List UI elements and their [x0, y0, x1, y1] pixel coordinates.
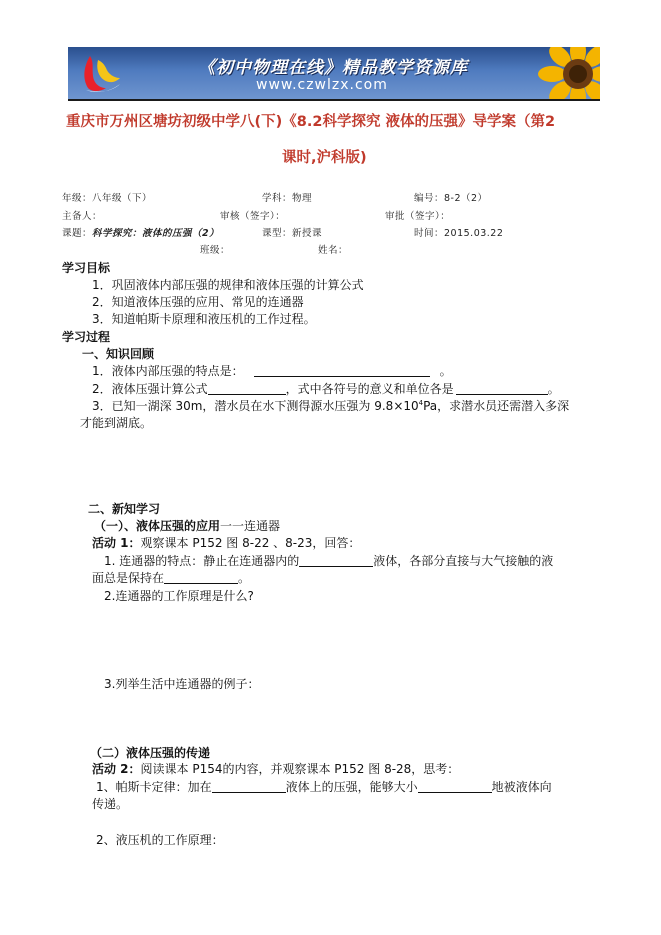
- info-name: 姓名：: [318, 245, 349, 256]
- pascal-q1-mid2: 地被液体向: [491, 780, 552, 794]
- review-q3-exp: 4: [418, 399, 424, 407]
- activity2-label: 活动 2：: [92, 762, 141, 776]
- connector-q1-text: 1. 连通器的特点：静止在连通器内的: [104, 554, 300, 568]
- info-grade: 年级：八年级（下）: [62, 193, 153, 204]
- sub1-heading-bold: （一）、液体压强的应用: [94, 519, 221, 533]
- banner-url[interactable]: www.czwlzx.com: [256, 77, 388, 93]
- pascal-q1-text: 1、帕斯卡定律：加在: [96, 780, 212, 794]
- info-topic: [62, 225, 219, 239]
- new-heading: 二、新知学习: [88, 502, 161, 516]
- info-lesson-type: 课型：新授课: [262, 228, 323, 239]
- info-topic-label: 课题：: [62, 228, 93, 239]
- sub2-heading: （二）液体压强的传递: [90, 746, 211, 760]
- pascal-q1-blank1[interactable]: [212, 780, 286, 793]
- info-approver: 审批（签字）：: [385, 211, 451, 222]
- review-q3: [92, 397, 569, 414]
- review-q1-blank[interactable]: [254, 364, 430, 377]
- header-banner: [68, 47, 600, 99]
- review-heading: 一、知识回顾: [82, 347, 155, 361]
- logo-icon: [76, 52, 124, 94]
- review-q1-text: 1．液体内部压强的特点是：: [92, 364, 244, 378]
- review-q1-end: 。: [439, 364, 452, 378]
- pascal-q1: [96, 778, 552, 795]
- goal-item-3: 3．知道帕斯卡原理和液压机的工作过程。: [92, 312, 316, 326]
- info-class: 班级：: [200, 245, 231, 256]
- review-q2: [92, 380, 560, 397]
- info-preparer: 主备人：: [62, 211, 103, 222]
- review-q3-text: 3．已知一湖深 30m，潜水员在水下测得源水压强为 9.8: [92, 399, 394, 413]
- sub1-heading: [94, 517, 280, 534]
- process-heading: 学习过程: [62, 330, 111, 344]
- connector-q1-cont: [92, 569, 250, 586]
- goals-heading: 学习目标: [62, 261, 111, 275]
- activity2: [92, 760, 459, 777]
- activity1-label: 活动 1：: [92, 536, 141, 550]
- banner-divider: [68, 99, 600, 101]
- page-title-line2: 课时,沪科版): [282, 150, 367, 166]
- goal-item-1: 1．巩固液体内部压强的规律和液体压强的计算公式: [92, 278, 364, 292]
- activity1-text: 观察课本 P152 图 8-22 、8-23，回答：: [140, 536, 361, 550]
- activity2-text: 阅读课本 P154的内容，并观察课本 P152 图 8-28，思考：: [140, 762, 460, 776]
- review-q2-end: 。: [547, 382, 560, 396]
- connector-q1: [104, 552, 553, 569]
- connector-q1-cont-text: 面总是保持在: [92, 571, 165, 585]
- review-q2-blank1[interactable]: [208, 382, 286, 395]
- connector-q1-blank1[interactable]: [299, 554, 373, 567]
- banner-title: 《初中物理在线》精品教学资源库: [198, 58, 468, 78]
- info-subject: 学科：物理: [262, 193, 313, 204]
- review-q2-blank2[interactable]: [456, 382, 548, 395]
- connector-q2: 2.连通器的工作原理是什么?: [104, 589, 254, 603]
- connector-q1-blank2[interactable]: [164, 571, 238, 584]
- review-q3-cont: 才能到湖底。: [80, 416, 153, 430]
- pascal-q1-blank2[interactable]: [418, 780, 492, 793]
- pascal-q2: 2、液压机的工作原理：: [96, 833, 224, 847]
- pascal-q1-mid: 液体上的压强，能够大小: [285, 780, 418, 794]
- review-q2-mid: ，式中各符号的意义和单位各是: [285, 382, 454, 396]
- connector-q1-end: 。: [238, 571, 251, 585]
- goal-item-2: 2．知道液体压强的应用、常见的连通器: [92, 295, 304, 309]
- sunflower-icon: [538, 47, 600, 99]
- connector-q3: 3.列举生活中连通器的例子：: [104, 677, 260, 691]
- info-number: 编号：8-2（2）: [414, 193, 488, 204]
- connector-q1-mid: 液体，各部分直接与大气接触的液: [373, 554, 554, 568]
- review-q1: [92, 362, 452, 379]
- sub1-heading-rest: 一一连通器: [220, 519, 281, 533]
- page-title-line1: 重庆市万州区塘坊初级中学八(下)《8.2科学探究 液体的压强》导学案（第2: [66, 114, 556, 130]
- review-q3-text2: Pa，求潜水员还需潜入多深: [423, 399, 570, 413]
- pascal-q1-cont: 传递。: [92, 797, 129, 811]
- info-topic-value: 科学探究：液体的压强（2）: [92, 228, 220, 239]
- info-date: 时间：2015.03.22: [414, 228, 504, 239]
- review-q2-text: 2．液体压强计算公式: [92, 382, 208, 396]
- info-reviewer: 审核（签字）：: [220, 211, 286, 222]
- activity1: [92, 534, 360, 551]
- review-q3-times: ×10: [393, 399, 419, 413]
